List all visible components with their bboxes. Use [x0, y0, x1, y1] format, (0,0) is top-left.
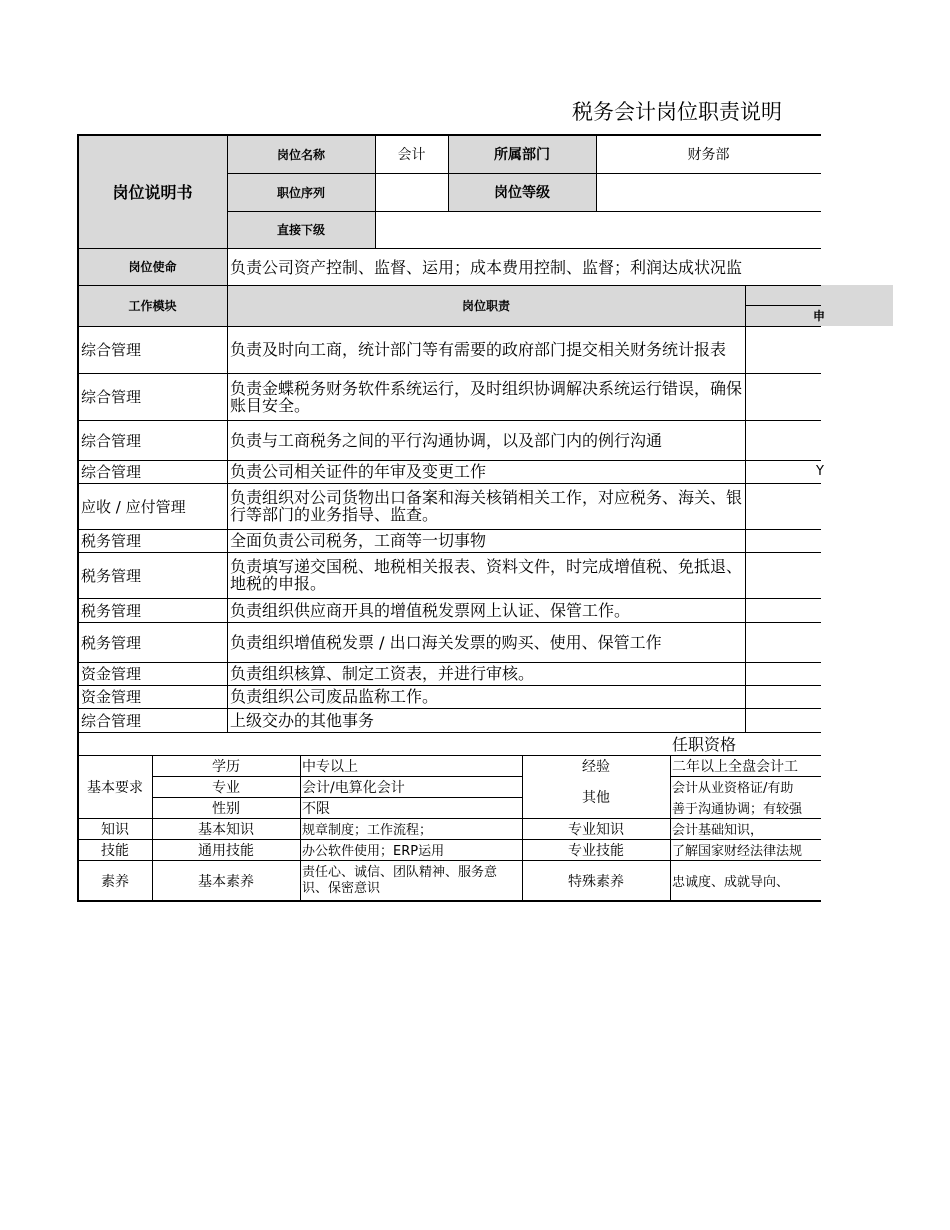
- qualifications-heading: 任职资格: [672, 735, 737, 754]
- row-duty: 全面负责公司税务，工商等一切事物: [230, 531, 487, 550]
- special-quality-value: 忠诚度、成就导向、: [672, 875, 790, 890]
- rule: [78, 326, 821, 327]
- rule: [227, 173, 821, 174]
- rule: [670, 755, 671, 901]
- rule: [78, 285, 821, 286]
- sequence-value-cell: [375, 173, 448, 211]
- gender-label: 性别: [212, 800, 240, 817]
- rule: [78, 622, 821, 623]
- general-skill-value: 办公软件使用；ERP运用: [302, 844, 445, 859]
- rule: [745, 285, 746, 732]
- row-duty: 负责组织供应商开具的增值税发票网上认证、保管工作。: [230, 600, 631, 620]
- rule: [78, 662, 821, 663]
- row-duty: 负责组织对公司货物出口备案和海关核销相关工作，对应税务、海关、银行等部门的业务指导、监查。: [230, 488, 743, 524]
- other-value-2: 善于沟通协调；有较强: [672, 802, 803, 817]
- professional-knowledge-value: 会计基础知识，: [672, 823, 764, 838]
- basic-knowledge-value: 规章制度；工作流程；: [302, 823, 433, 838]
- rule: [78, 460, 821, 461]
- rule: [152, 776, 522, 777]
- major-label: 专业: [212, 779, 240, 796]
- other-value-1: 会计从业资格证/有助: [672, 781, 794, 796]
- basic-requirements-label: 基本要求: [87, 779, 143, 796]
- rule: [78, 529, 821, 530]
- duty-header-cell: 岗位职责: [227, 285, 745, 326]
- skill-label: 技能: [101, 842, 129, 859]
- rule: [78, 860, 821, 861]
- rule: [78, 134, 821, 136]
- subordinate-value-cell: [375, 211, 821, 248]
- experience-label: 经验: [582, 758, 610, 775]
- department-label-cell: 所属部门: [448, 135, 596, 173]
- position-name-value-cell: 会计: [397, 147, 426, 163]
- rule: [375, 135, 376, 248]
- basic-quality-label: 基本素养: [198, 873, 254, 890]
- rule: [227, 135, 228, 732]
- row-duty: 负责组织增值税发票 / 出口海关发票的购买、使用、保管工作: [230, 632, 662, 652]
- rule: [78, 755, 821, 756]
- row-duty: 上级交办的其他事务: [230, 710, 375, 730]
- row-extra: Y: [816, 464, 824, 479]
- rule: [77, 134, 79, 902]
- row-duty: 负责公司相关证件的年审及变更工作: [230, 462, 487, 481]
- row-duty: 负责组织核算、制定工资表，并进行审核。: [230, 664, 535, 683]
- row-duty: 负责填写递交国税、地税相关报表、资料文件，时完成增值税、免抵退、地税的申报。: [230, 557, 743, 593]
- rule: [78, 900, 821, 902]
- doc-label-cell: [78, 135, 227, 248]
- row-duty: 负责组织公司废品监称工作。: [230, 687, 439, 706]
- row-module: 综合管理: [81, 463, 142, 481]
- rule: [78, 708, 821, 709]
- row-module: 综合管理: [81, 341, 142, 359]
- basic-knowledge-label: 基本知识: [198, 821, 254, 838]
- rule: [78, 598, 821, 599]
- professional-skill-label: 专业技能: [568, 842, 624, 859]
- row-module: 税务管理: [81, 601, 142, 620]
- row-duty: 负责金蝶税务财务软件系统运行，及时组织协调解决系统运行错误，确保账目安全。: [230, 378, 743, 415]
- rule: [670, 776, 821, 777]
- professional-knowledge-label: 专业知识: [568, 821, 624, 838]
- rule: [78, 685, 821, 686]
- row-module: 资金管理: [81, 688, 142, 706]
- rule: [78, 839, 821, 840]
- basic-quality-value: 责任心、诚信、团队精神、服务意识、保密意识: [302, 864, 498, 896]
- rule: [78, 483, 821, 484]
- rule: [227, 211, 821, 212]
- knowledge-label: 知识: [101, 821, 129, 838]
- row-module: 综合管理: [81, 388, 142, 406]
- other-label: 其他: [582, 790, 610, 806]
- extra-header-cell: 申: [745, 305, 821, 326]
- row-duty: 负责及时向工商，统计部门等有需要的政府部门提交相关财务统计报表: [230, 340, 727, 359]
- education-value: 中专以上: [302, 758, 358, 775]
- rule: [745, 305, 821, 306]
- module-header-cell: 工作模块: [78, 285, 227, 326]
- special-quality-label: 特殊素养: [568, 873, 624, 890]
- position-name-label-cell: 岗位名称: [227, 135, 375, 173]
- row-module: 综合管理: [81, 431, 142, 450]
- rule: [78, 732, 821, 733]
- education-label: 学历: [212, 758, 240, 775]
- level-value-cell: [596, 173, 821, 211]
- rule: [300, 755, 301, 901]
- rule: [78, 248, 821, 249]
- rule: [78, 373, 821, 374]
- row-module: 应收 / 应付管理: [81, 497, 186, 516]
- row-module: 税务管理: [81, 566, 142, 585]
- extra-header-top-cell: [745, 285, 821, 305]
- row-module: 综合管理: [81, 711, 142, 730]
- row-module: 税务管理: [81, 532, 142, 550]
- level-label-cell: 岗位等级: [448, 173, 596, 211]
- major-value: 会计/电算化会计: [302, 779, 405, 796]
- rule: [152, 755, 153, 901]
- rule: [448, 135, 449, 211]
- professional-skill-value: 了解国家财经法律法规: [672, 844, 803, 859]
- rule: [78, 552, 821, 553]
- document-title: 税务会计岗位职责说明: [572, 100, 782, 124]
- header-overflow-strip: [821, 285, 893, 326]
- row-module: 资金管理: [81, 665, 142, 683]
- doc-label: 岗位说明书: [112, 183, 193, 202]
- rule: [78, 420, 821, 421]
- quality-label: 素养: [101, 873, 129, 890]
- department-value-cell: 财务部: [687, 147, 730, 163]
- subordinate-label-cell: 直接下级: [227, 211, 375, 248]
- rule: [152, 797, 522, 798]
- rule: [522, 755, 523, 901]
- mission-label-cell: 岗位使命: [78, 248, 227, 285]
- experience-value: 二年以上全盘会计工: [672, 758, 798, 775]
- row-module: 税务管理: [81, 633, 142, 652]
- rule: [78, 818, 821, 819]
- general-skill-label: 通用技能: [198, 842, 254, 859]
- mission-text-cell: 负责公司资产控制、监督、运用；成本费用控制、监督；利润达成状况监: [230, 258, 743, 277]
- row-duty: 负责与工商税务之间的平行沟通协调，以及部门内的例行沟通: [230, 430, 663, 450]
- gender-value: 不限: [302, 800, 330, 817]
- rule: [596, 135, 597, 211]
- sequence-label-cell: 职位序列: [227, 173, 375, 211]
